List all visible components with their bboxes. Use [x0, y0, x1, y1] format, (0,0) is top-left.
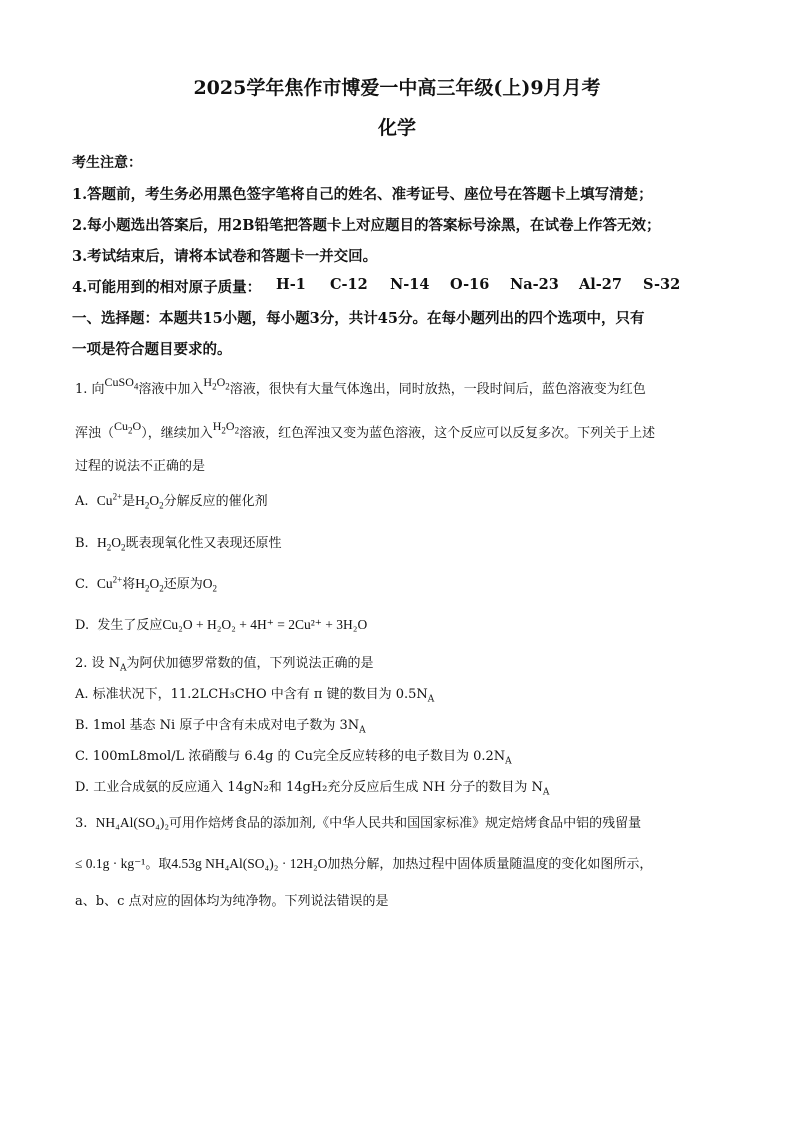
q3-stem-line-1: 3. NH₄Al(SO₄)₂可用作焙烤食品的添加剂,《中华人民共和国国家标准》规定焙烤食品中铝的残留量: [75, 815, 642, 831]
q1-option-d: D. 发生了反应Cu₂O + H₂O₂ + 4H⁺ = 2Cu²⁺ + 3H₂O: [75, 617, 368, 633]
q1-option-a: A. $Cu^{2+}$是$H_2O_2$分解反应的催化剂: [75, 491, 268, 511]
q1-option-c: C. $Cu^{2+}$将$H_2O_2$还原为$O_2$: [75, 574, 218, 594]
q1-text: 1. 向: [75, 382, 105, 397]
notice-item-1: 1.答题前，考生务必用黑色签字笔将自己的姓名、准考证号、座位号在答题卡上填写清楚；: [72, 186, 653, 203]
q2-option-d: D. 工业合成氨的反应通入 14gN₂和 14gH₂充分反应后生成 NH 分子的数目为 $N_A$: [75, 780, 550, 798]
mass-s: S-32: [643, 276, 681, 293]
q3-stem-line-2: ≤ 0.1g · kg⁻¹。取4.53g NH₄Al(SO₄)₂ · 12H₂O加热分解，加热过程中固体质量随温度的变化如图所示，: [75, 856, 653, 872]
atomic-masses-row: [72, 276, 681, 297]
q1-stem-line-3: 过程的说法不正确的是: [75, 459, 206, 474]
exam-title: 2025学年焦作市博爱一中高三年级(上)9月月考: [193, 77, 601, 99]
mass-o: O-16: [450, 276, 490, 293]
formula-cu2o: $Cu_2O$: [114, 419, 142, 436]
notice-item-2: 2.每小题选出答案后，用2B铅笔把答题卡上对应题目的答案标号涂黑，在试卷上作答无效；: [72, 217, 661, 234]
mass-al: Al-27: [579, 276, 622, 293]
section-1-heading-line-2: 一项是符合题目要求的。: [72, 341, 232, 358]
notice-heading: 考生注意：: [72, 155, 142, 171]
section-1-heading-line-1: 一、选择题：本题共15小题，每小题3分，共计45分。在每小题列出的四个选项中，只有: [72, 310, 645, 327]
q2-option-b: B. 1mol 基态 Ni 原子中含有未成对电子数为 $3N_A$: [75, 718, 366, 736]
q1-text: 溶液中加入: [138, 382, 204, 397]
q3-stem-line-3: a、b、c 点对应的固体均为纯净物。下列说法错误的是: [75, 894, 389, 909]
q2-option-c: C. 100mL8mol/L 浓硝酸与 6.4g 的 Cu完全反应转移的电子数目为 $0.2N_A$: [75, 749, 512, 767]
q1-text: 浑浊（: [75, 426, 115, 441]
atomic-masses-label: 4.可能用到的相对原子质量：: [72, 279, 262, 296]
formula-cuso4: CuSO$_4$: [104, 375, 139, 392]
mass-h: H-1: [276, 276, 306, 293]
mass-n: N-14: [390, 276, 430, 293]
mass-na: Na-23: [510, 276, 559, 293]
notice-item-3: 3.考试结束后，请将本试卷和答题卡一并交回。: [72, 248, 378, 265]
q1-text: 溶液，很快有大量气体逸出，同时放热，一段时间后，蓝色溶液变为红色: [229, 382, 646, 397]
subject-title: 化学: [377, 117, 416, 139]
q1-option-b: B. $H_2O_2$既表现氧化性又表现还原性: [75, 535, 282, 553]
q1-stem-line-1: [75, 375, 646, 398]
q1-stem-line-2: [75, 419, 656, 442]
q2-stem: 2. 设 $N_A$为阿伏加德罗常数的值，下列说法正确的是: [75, 656, 374, 674]
formula-h2o2: $H_2O_2$: [212, 419, 240, 436]
q1-text: 溶液，红色浑浊又变为蓝色溶液，这个反应可以反复多次。下列关于上述: [239, 426, 656, 441]
q2-option-a: A. 标准状况下，11.2LCH₃CHO 中含有 π 键的数目为 $0.5N_A$: [75, 687, 435, 705]
formula-h2o2: $H_2O_2$: [203, 375, 230, 392]
mass-c: C-12: [330, 276, 368, 293]
q1-text: ），继续加入: [141, 426, 213, 441]
